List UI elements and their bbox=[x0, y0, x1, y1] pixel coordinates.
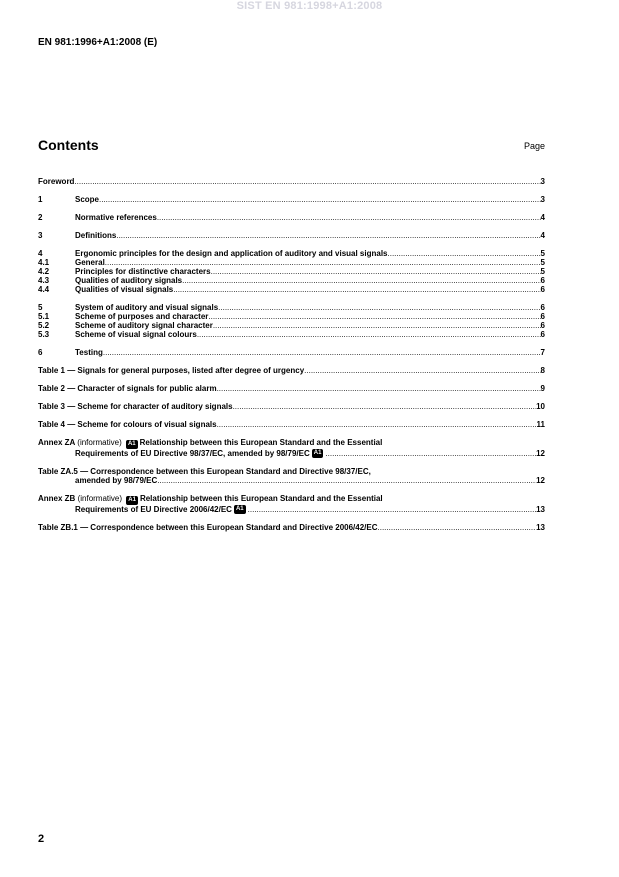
toc-title: Relationship between this European Standard and the Essential bbox=[139, 438, 383, 447]
toc-title-line1 bbox=[38, 438, 545, 449]
informative-label: (informative) bbox=[77, 438, 122, 447]
toc-page: 8 bbox=[540, 366, 545, 375]
toc-number: 5.3 bbox=[38, 330, 50, 339]
toc-entry-system-of-signals[interactable] bbox=[38, 303, 545, 312]
toc-number: 4.4 bbox=[38, 285, 50, 294]
toc-page: 9 bbox=[540, 384, 545, 393]
toc-page: 5 bbox=[540, 258, 545, 267]
toc-entry-auditory-character[interactable] bbox=[38, 321, 545, 330]
toc-entry-table-2[interactable] bbox=[38, 384, 545, 393]
toc-number: 3 bbox=[38, 231, 43, 240]
annex-label: Annex ZA bbox=[38, 438, 76, 447]
toc-title: System of auditory and visual signals bbox=[75, 303, 219, 312]
toc-page: 4 bbox=[540, 231, 545, 240]
toc-page: 5 bbox=[540, 267, 545, 276]
toc-title-line2: amended by 98/79/EC bbox=[75, 476, 158, 485]
toc-page: 6 bbox=[540, 285, 545, 294]
toc-page: 6 bbox=[540, 276, 545, 285]
toc-entry-table-zb1[interactable] bbox=[38, 523, 545, 532]
toc-title: Table 4 — Scheme for colours of visual signals bbox=[38, 420, 217, 429]
toc-page: 4 bbox=[540, 213, 545, 222]
toc-number: 4 bbox=[38, 249, 43, 258]
toc-page: 6 bbox=[540, 330, 545, 339]
toc-title: Normative references bbox=[75, 213, 157, 222]
page-number: 2 bbox=[38, 833, 45, 845]
toc-entry-table-3[interactable] bbox=[38, 402, 545, 411]
toc-page: 13 bbox=[536, 523, 545, 532]
toc-page: 6 bbox=[540, 312, 545, 321]
toc-number: 4.1 bbox=[38, 258, 50, 267]
toc-entry-visual-qualities[interactable] bbox=[38, 285, 545, 294]
toc-entry-definitions[interactable] bbox=[38, 231, 545, 240]
toc-page: 12 bbox=[536, 476, 545, 485]
toc-title: Table 3 — Scheme for character of auditory signals bbox=[38, 402, 233, 411]
toc-entry-testing[interactable] bbox=[38, 348, 545, 357]
toc-title: Principles for distinctive characters bbox=[75, 267, 211, 276]
toc-entry-visual-colours[interactable] bbox=[38, 330, 545, 339]
toc-entry-table-4[interactable] bbox=[38, 420, 545, 429]
toc-title: Scheme of auditory signal character bbox=[75, 321, 213, 330]
toc-entry-distinctive-characters[interactable] bbox=[38, 267, 545, 276]
toc-title: Table 2 — Character of signals for public alarm bbox=[38, 384, 217, 393]
document-id: EN 981:1996+A1:2008 (E) bbox=[38, 37, 158, 48]
toc-entry-auditory-qualities[interactable] bbox=[38, 276, 545, 285]
toc-page: 6 bbox=[540, 303, 545, 312]
toc-number: 5 bbox=[38, 303, 43, 312]
toc-title: Scope bbox=[75, 195, 100, 204]
toc-page: 12 bbox=[536, 449, 545, 458]
toc-title: Table 1 — Signals for general purposes, listed after degree of urgency bbox=[38, 366, 305, 375]
toc-page: 11 bbox=[536, 420, 545, 429]
toc-entry-ergonomic-principles[interactable] bbox=[38, 249, 545, 258]
toc-title: Table ZA.5 — Correspondence between this European Standard and Directive 98/37/EC, bbox=[38, 467, 371, 476]
toc-number: 1 bbox=[38, 195, 43, 204]
table-of-contents bbox=[38, 177, 545, 532]
toc-page: 13 bbox=[536, 505, 545, 514]
toc-page: 3 bbox=[540, 177, 545, 186]
toc-title: Qualities of visual signals bbox=[75, 285, 174, 294]
amendment-start-marker-icon: A1 bbox=[128, 497, 136, 503]
toc-number: 5.2 bbox=[38, 321, 50, 330]
toc-title-line2: Requirements of EU Directive 2006/42/EC bbox=[75, 505, 232, 514]
toc-entry-foreword[interactable] bbox=[38, 177, 545, 186]
annex-label: Annex ZB bbox=[38, 494, 76, 503]
toc-title: Testing bbox=[75, 348, 103, 357]
toc-title: Definitions bbox=[75, 231, 117, 240]
toc-title: Relationship between this European Standard and the Essential bbox=[139, 494, 383, 503]
page-column-header: Page bbox=[523, 141, 545, 151]
toc-title: Qualities of auditory signals bbox=[75, 276, 183, 285]
toc-number: 2 bbox=[38, 213, 43, 222]
toc-entry-purposes-character[interactable] bbox=[38, 312, 545, 321]
toc-entry-annex-zb[interactable] bbox=[38, 494, 545, 514]
toc-number: 6 bbox=[38, 348, 43, 357]
contents-title: Contents bbox=[38, 137, 99, 153]
toc-page: 5 bbox=[540, 249, 545, 258]
toc-page: 3 bbox=[540, 195, 545, 204]
toc-title: Ergonomic principles for the design and application of auditory and visual signals bbox=[75, 249, 388, 258]
toc-title: Foreword bbox=[38, 177, 75, 186]
toc-entry-general[interactable] bbox=[38, 258, 545, 267]
amendment-start-marker-icon: A1 bbox=[127, 441, 136, 447]
toc-number: 4.3 bbox=[38, 276, 50, 285]
toc-title-line2: Requirements of EU Directive 98/37/EC, amended by 98/79/EC bbox=[75, 449, 310, 458]
toc-title-line1 bbox=[38, 494, 545, 505]
informative-label: (informative) bbox=[77, 494, 123, 503]
toc-entry-normative-references[interactable] bbox=[38, 213, 545, 222]
toc-entry-annex-za[interactable] bbox=[38, 438, 545, 458]
toc-page: 6 bbox=[540, 321, 545, 330]
amendment-end-marker-icon: A1 bbox=[235, 506, 244, 512]
toc-number: 4.2 bbox=[38, 267, 50, 276]
toc-title: Table ZB.1 — Correspondence between this European Standard and Directive 2006/42/EC bbox=[38, 523, 378, 532]
toc-entry-scope[interactable] bbox=[38, 195, 545, 204]
toc-title: Scheme of visual signal colours bbox=[75, 330, 197, 339]
toc-entry-table-1[interactable] bbox=[38, 366, 545, 375]
toc-page: 10 bbox=[536, 402, 545, 411]
amendment-end-marker-icon: A1 bbox=[313, 450, 322, 456]
toc-title: Scheme of purposes and character bbox=[75, 312, 209, 321]
toc-page: 7 bbox=[540, 348, 545, 357]
watermark: SIST EN 981:1998+A1:2008 bbox=[236, 0, 383, 12]
toc-title: General bbox=[75, 258, 105, 267]
toc-number: 5.1 bbox=[38, 312, 50, 321]
toc-entry-table-za5[interactable] bbox=[38, 467, 545, 485]
